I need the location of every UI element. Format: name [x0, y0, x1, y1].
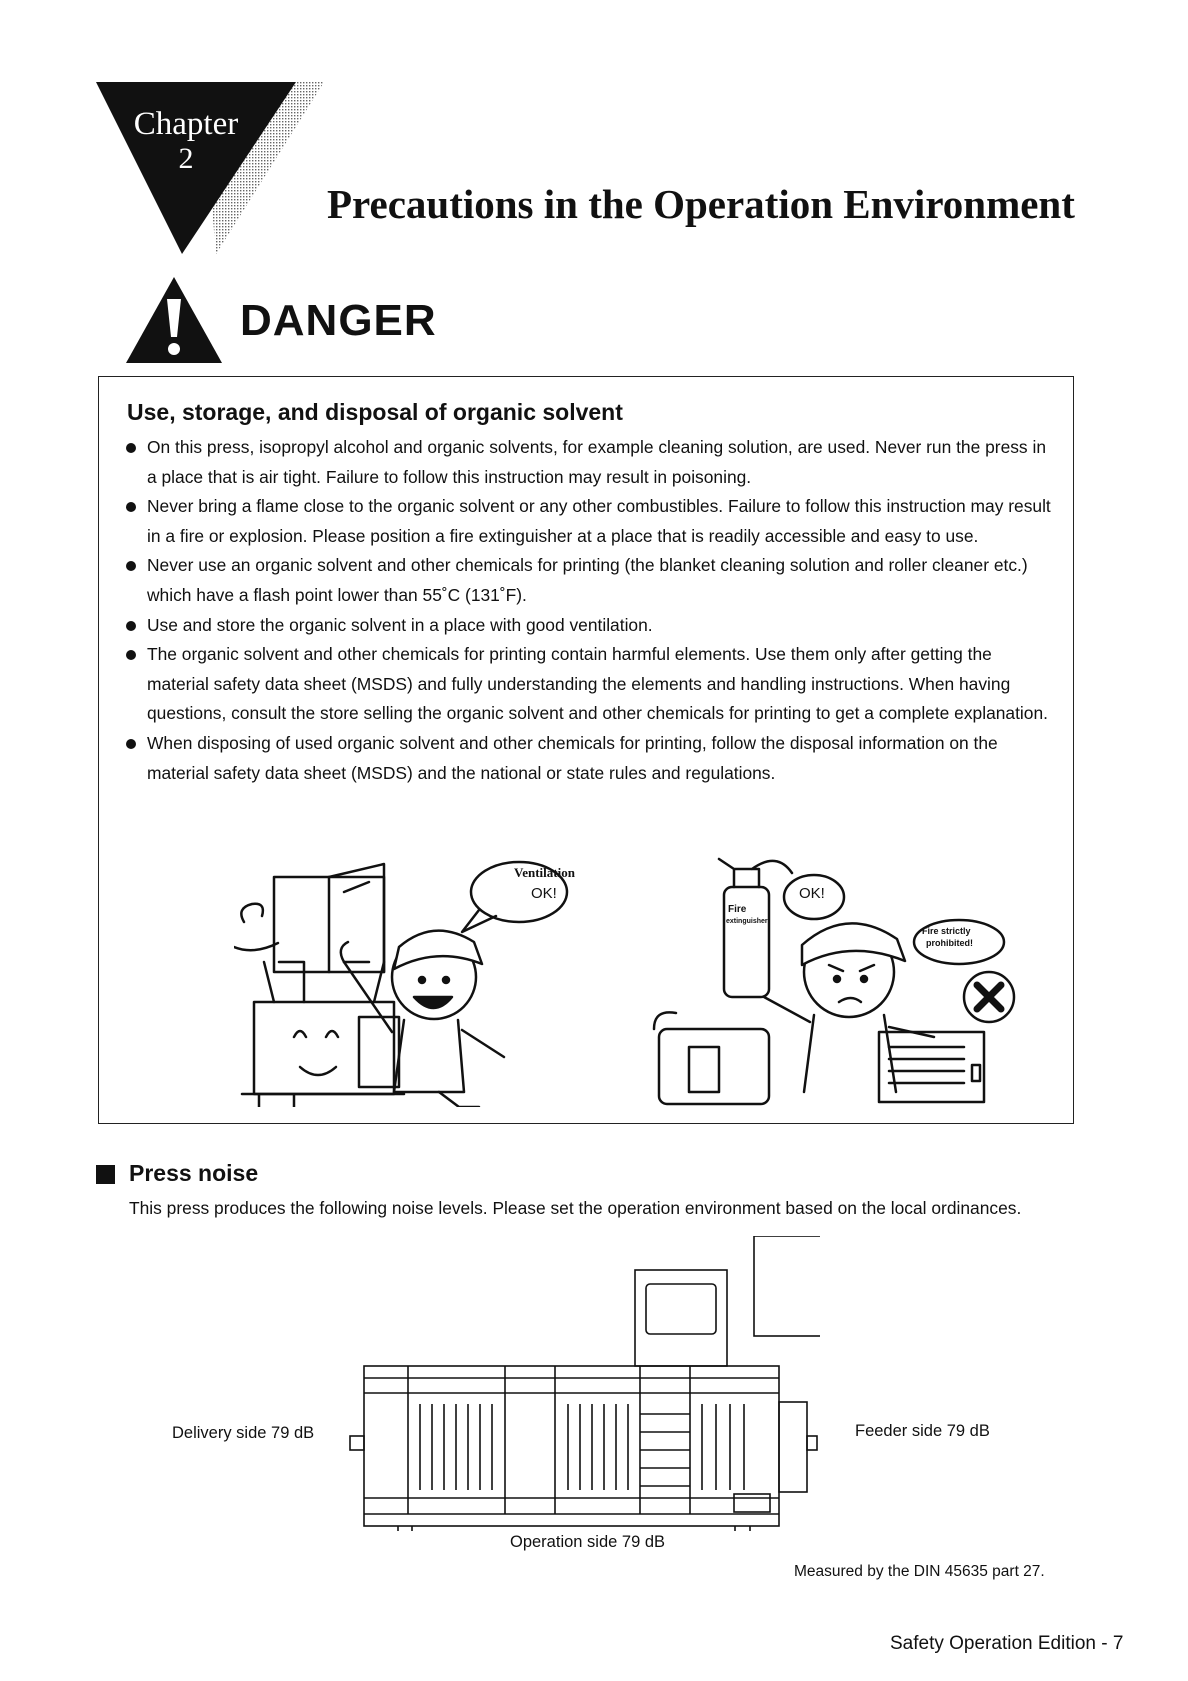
fire-safety-illustration: [634, 847, 1054, 1109]
list-item: The organic solvent and other chemicals for printing contain harmful elements. Use them only after getting the material safety data sheet (MSDS) and fully understanding the elements and handling instructions. When having questions, consult the store selling the organic solvent and other chemicals for printing to get a complete explanation.: [125, 640, 1055, 729]
extinguisher-label: Fire: [728, 904, 747, 915]
chapter-badge: [96, 82, 326, 254]
control-box: [754, 1236, 820, 1336]
list-item: When disposing of used organic solvent and other chemicals for printing, follow the disposal information on the material safety data sheet (MSDS) and the national or state rules and regulations.: [125, 729, 1055, 788]
list-item: On this press, isopropyl alcohol and organic solvents, for example cleaning solution, are used. Never run the press in a place that is air tight. Failure to follow this instruction may result in poisoning.: [125, 433, 1055, 492]
chapter-number: 2: [178, 142, 194, 175]
ventilation-bubble-ok: OK!: [531, 885, 557, 902]
danger-label: DANGER: [240, 296, 437, 345]
measurement-footnote: Measured by the DIN 45635 part 27.: [794, 1563, 1045, 1580]
ventilation-illustration: [234, 852, 574, 1107]
section-title: Press noise: [129, 1160, 259, 1186]
list-item: Never bring a flame close to the organic solvent or any other combustibles. Failure to follow this instruction may result in a fire or explosion. Please position a fire extinguisher at a place that is readily accessible and easy to use.: [125, 492, 1055, 551]
warning-triangle-icon: [124, 275, 224, 365]
delivery-side-label: Delivery side 79 dB: [172, 1424, 315, 1442]
list-item: Never use an organic solvent and other chemicals for printing (the blanket cleaning solution and roller cleaner etc.) which have a flash point lower than 55˚C (131˚F).: [125, 551, 1055, 610]
fire-prohibited-text: Fire strictly: [922, 926, 971, 936]
list-item: Use and store the organic solvent in a place with good ventilation.: [125, 611, 1055, 641]
press-layout-diagram: [340, 1236, 820, 1531]
fire-ok-bubble-text: OK!: [799, 885, 825, 902]
section-description: This press produces the following noise levels. Please set the operation environment based on the local ordinances.: [129, 1198, 1022, 1218]
danger-bullet-list: [125, 433, 1055, 788]
danger-box: [98, 376, 1074, 1124]
fire-prohibited-text-2: prohibited!: [926, 938, 973, 948]
chapter-label: Chapter: [133, 106, 239, 142]
section-marker-icon: [96, 1165, 115, 1184]
page-title: Precautions in the Operation Environment: [327, 181, 1075, 227]
ventilation-bubble-text: Ventilation: [514, 865, 575, 880]
operation-side-label: Operation side 79 dB: [510, 1533, 666, 1551]
danger-heading: Use, storage, and disposal of organic solvent: [127, 399, 623, 425]
extinguisher-label-2: extinguisher: [726, 918, 768, 925]
feeder-side-label: Feeder side 79 dB: [855, 1422, 990, 1440]
page-footer: Safety Operation Edition - 7: [890, 1633, 1124, 1654]
